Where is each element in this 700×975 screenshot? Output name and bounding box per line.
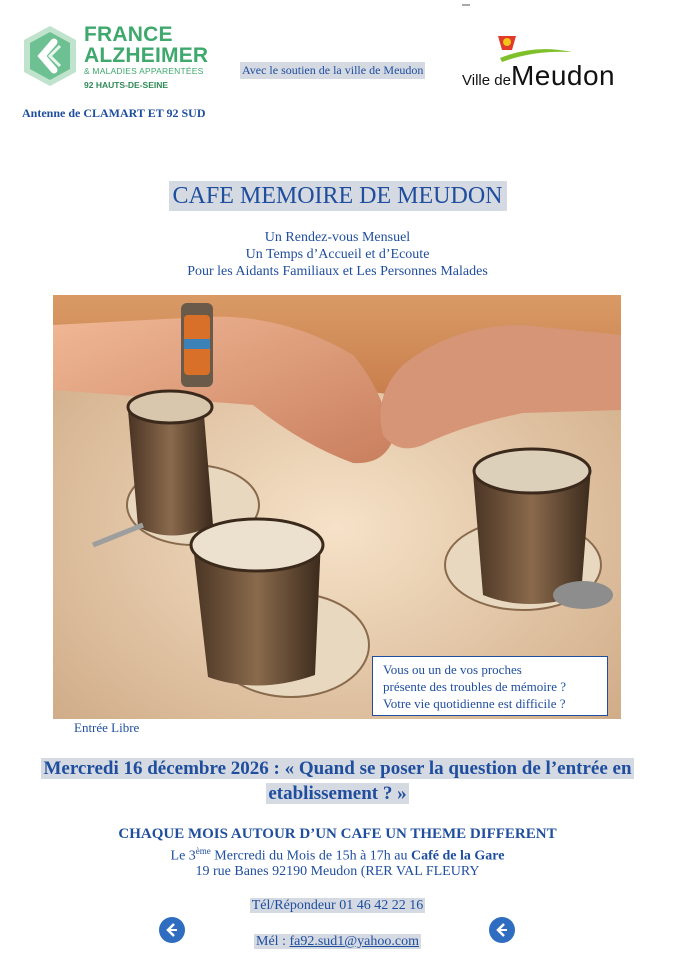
subtitle-2: Un Temps d’Accueil et d’Ecoute bbox=[245, 247, 430, 262]
arrow-left-icon bbox=[489, 917, 515, 943]
schedule-line bbox=[0, 846, 675, 865]
schedule-middle: Mercredi du Mois de 15h à 17h au bbox=[210, 848, 412, 864]
ville-small: Ville de bbox=[462, 72, 511, 89]
schedule-place: Café de la Gare bbox=[411, 848, 505, 864]
logo-title bbox=[84, 24, 208, 66]
subtitle-1: Un Rendez-vous Mensuel bbox=[264, 230, 411, 245]
caption-line-3: Votre vie quotidienne est difficile ? bbox=[383, 696, 566, 711]
logo-title-line2: ALZHEIMER bbox=[84, 44, 209, 67]
schedule-prefix: Le 3 bbox=[170, 848, 196, 864]
event-title bbox=[0, 756, 675, 806]
phone-line bbox=[0, 898, 675, 914]
page-title-text: CAFE MEMOIRE DE MEUDON bbox=[169, 181, 507, 211]
page-title bbox=[0, 183, 675, 210]
antenne-text: Antenne de CLAMART ET 92 SUD bbox=[22, 106, 206, 120]
ville-big: Meudon bbox=[510, 60, 616, 91]
entree-libre: Entrée Libre bbox=[74, 720, 140, 735]
meudon-wordmark bbox=[462, 60, 615, 92]
logo-dept: 92 HAUTS-DE-SEINE bbox=[84, 80, 169, 90]
logo-subtitle: & MALADIES APPARENTÉES bbox=[84, 66, 204, 76]
arrow-left-icon bbox=[159, 917, 185, 943]
email-link[interactable]: fa92.sud1@yahoo.com bbox=[289, 934, 419, 949]
top-mark bbox=[462, 4, 470, 6]
france-alzheimer-logo-icon bbox=[20, 24, 80, 88]
caption-line-1: Vous ou un de vos proches bbox=[383, 662, 522, 677]
logo-title-line1: FRANCE bbox=[84, 23, 173, 46]
event-title-line2: etablissement ? » bbox=[268, 783, 407, 804]
address-line: 19 rue Banes 92190 Meudon (RER VAL FLEURY bbox=[195, 864, 480, 879]
support-text: Avec le soutien de la ville de Meudon bbox=[242, 63, 424, 77]
phone-text: Tél/Répondeur 01 46 42 22 16 bbox=[251, 898, 424, 913]
schedule-sup: ème bbox=[195, 846, 211, 856]
photo-caption bbox=[372, 656, 608, 716]
email-label: Mél : bbox=[256, 934, 290, 949]
monthly-theme-heading: CHAQUE MOIS AUTOUR D’UN CAFE UN THEME DIFFERENT bbox=[118, 826, 557, 842]
caption-line-2: présente des troubles de mémoire ? bbox=[383, 679, 567, 694]
subtitle-3: Pour les Aidants Familiaux et Les Personnes Malades bbox=[187, 264, 488, 279]
email-line bbox=[0, 934, 675, 950]
event-title-line1: Mercredi 16 décembre 2026 : « Quand se poser la question de l’entrée en bbox=[43, 758, 632, 779]
